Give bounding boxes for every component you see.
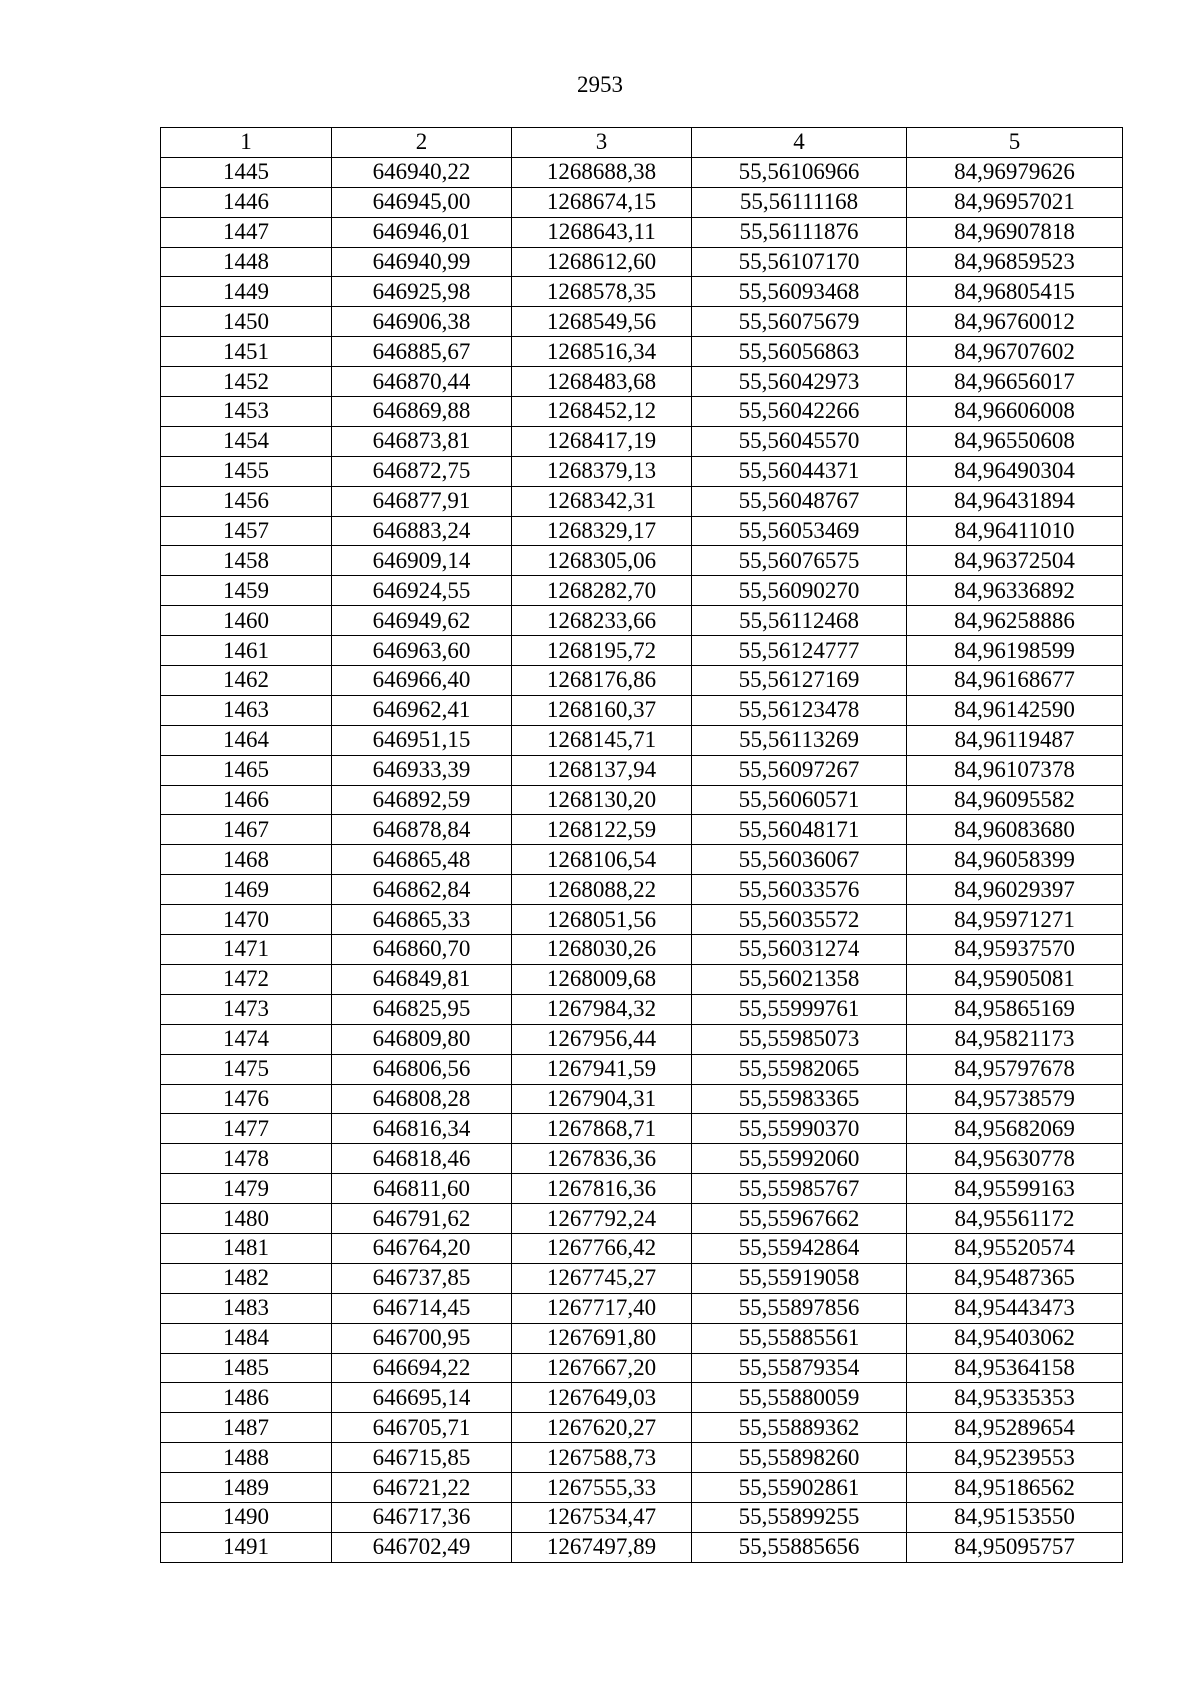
table-cell: 1267792,24 [512,1204,692,1234]
table-cell: 646966,40 [332,666,512,696]
table-cell: 1463 [161,695,332,725]
table-row [161,1293,1123,1323]
table-cell: 646695,14 [332,1383,512,1413]
table-cell: 1448 [161,247,332,277]
table-cell: 1267667,20 [512,1353,692,1383]
table-cell: 1268612,60 [512,247,692,277]
table-cell: 84,96606008 [907,397,1123,427]
table-cell: 1453 [161,397,332,427]
table-cell: 84,95797678 [907,1054,1123,1084]
table-cell: 1484 [161,1323,332,1353]
table-cell: 84,95905081 [907,964,1123,994]
table-cell: 55,56053469 [692,516,907,546]
table-cell: 646945,00 [332,187,512,217]
table-cell: 1460 [161,606,332,636]
table-cell: 55,55919058 [692,1263,907,1293]
table-cell: 1268233,66 [512,606,692,636]
table-row [161,815,1123,845]
table-cell: 1465 [161,755,332,785]
table-row [161,1353,1123,1383]
table-row [161,1084,1123,1114]
table-cell: 84,96431894 [907,486,1123,516]
table-cell: 84,96859523 [907,247,1123,277]
table-row [161,516,1123,546]
table-row [161,935,1123,965]
table-cell: 1470 [161,905,332,935]
table-cell: 84,96550608 [907,426,1123,456]
table-cell: 55,55897856 [692,1293,907,1323]
table-cell: 646870,44 [332,367,512,397]
table-row [161,905,1123,935]
table-cell: 646806,56 [332,1054,512,1084]
table-cell: 646946,01 [332,217,512,247]
table-cell: 1450 [161,307,332,337]
table-cell: 1267816,36 [512,1174,692,1204]
table-row [161,875,1123,905]
table-cell: 1455 [161,456,332,486]
table-cell: 646816,34 [332,1114,512,1144]
table-cell: 1267941,59 [512,1054,692,1084]
table-cell: 84,96805415 [907,277,1123,307]
table-row [161,785,1123,815]
table-cell: 1268145,71 [512,725,692,755]
table-cell: 1267766,42 [512,1233,692,1263]
table-cell: 55,56048171 [692,815,907,845]
table-cell: 84,96656017 [907,367,1123,397]
table-cell: 646811,60 [332,1174,512,1204]
table-row [161,426,1123,456]
table-cell: 1268342,31 [512,486,692,516]
table-cell: 646869,88 [332,397,512,427]
table-cell: 646924,55 [332,576,512,606]
table-row [161,845,1123,875]
table-cell: 646721,22 [332,1473,512,1503]
table-cell: 646818,46 [332,1144,512,1174]
table-cell: 1268051,56 [512,905,692,935]
table-row [161,1233,1123,1263]
table-cell: 84,95821173 [907,1024,1123,1054]
table-cell: 646909,14 [332,546,512,576]
table-cell: 1267836,36 [512,1144,692,1174]
table-cell: 1267649,03 [512,1383,692,1413]
table-row [161,456,1123,486]
table-cell: 84,96058399 [907,845,1123,875]
table-row [161,217,1123,247]
table-cell: 1486 [161,1383,332,1413]
table-cell: 1454 [161,426,332,456]
table-cell: 1268282,70 [512,576,692,606]
table-cell: 1268452,12 [512,397,692,427]
table-cell: 1268030,26 [512,935,692,965]
table-cell: 84,95186562 [907,1473,1123,1503]
table-cell: 55,56090270 [692,576,907,606]
table-row [161,1054,1123,1084]
table-cell: 1268195,72 [512,636,692,666]
table-cell: 646940,99 [332,247,512,277]
table-cell: 1268329,17 [512,516,692,546]
table-row [161,695,1123,725]
column-header-2: 2 [332,128,512,158]
table-cell: 1458 [161,546,332,576]
table-cell: 646925,98 [332,277,512,307]
table-cell: 1462 [161,666,332,696]
table-cell: 55,56106966 [692,157,907,187]
table-cell: 1268106,54 [512,845,692,875]
table-cell: 84,96490304 [907,456,1123,486]
table-cell: 1459 [161,576,332,606]
table-cell: 1457 [161,516,332,546]
table-cell: 1449 [161,277,332,307]
table-row [161,666,1123,696]
table-cell: 84,95738579 [907,1084,1123,1114]
table-cell: 84,95443473 [907,1293,1123,1323]
table-cell: 55,55985073 [692,1024,907,1054]
column-header-1: 1 [161,128,332,158]
table-cell: 1464 [161,725,332,755]
table-cell: 646715,85 [332,1443,512,1473]
table-cell: 55,55982065 [692,1054,907,1084]
table-cell: 55,56075679 [692,307,907,337]
table-row [161,1263,1123,1293]
table-cell: 55,56060571 [692,785,907,815]
table-cell: 84,95335353 [907,1383,1123,1413]
table-cell: 1489 [161,1473,332,1503]
table-row [161,576,1123,606]
coordinates-table [160,127,1123,1563]
table-cell: 1478 [161,1144,332,1174]
table-cell: 84,96336892 [907,576,1123,606]
table-row [161,1323,1123,1353]
table-cell: 646809,80 [332,1024,512,1054]
table-cell: 1469 [161,875,332,905]
table-row [161,337,1123,367]
table-cell: 1267620,27 [512,1413,692,1443]
table-cell: 84,96760012 [907,307,1123,337]
table-cell: 55,56042266 [692,397,907,427]
table-cell: 55,56113269 [692,725,907,755]
table-cell: 55,56123478 [692,695,907,725]
table-row [161,636,1123,666]
table-row [161,546,1123,576]
table-row [161,157,1123,187]
table-cell: 646694,22 [332,1353,512,1383]
table-cell: 1447 [161,217,332,247]
table-cell: 84,95937570 [907,935,1123,965]
table-cell: 646951,15 [332,725,512,755]
table-row [161,1473,1123,1503]
table-cell: 84,96142590 [907,695,1123,725]
table-row [161,367,1123,397]
table-cell: 1267717,40 [512,1293,692,1323]
table-cell: 55,56107170 [692,247,907,277]
table-cell: 55,56048767 [692,486,907,516]
table-cell: 1476 [161,1084,332,1114]
table-cell: 84,96372504 [907,546,1123,576]
table-cell: 646714,45 [332,1293,512,1323]
table-cell: 84,95403062 [907,1323,1123,1353]
table-cell: 1472 [161,964,332,994]
table-cell: 55,56076575 [692,546,907,576]
column-header-5: 5 [907,128,1123,158]
table-cell: 55,56111876 [692,217,907,247]
table-cell: 646717,36 [332,1502,512,1532]
table-body [161,157,1123,1562]
table-cell: 1268578,35 [512,277,692,307]
table-cell: 1268088,22 [512,875,692,905]
table-cell: 1267588,73 [512,1443,692,1473]
column-header-3: 3 [512,128,692,158]
table-cell: 84,95289654 [907,1413,1123,1443]
table-cell: 84,95239553 [907,1443,1123,1473]
table-cell: 84,96957021 [907,187,1123,217]
table-cell: 1467 [161,815,332,845]
table-row [161,277,1123,307]
table-cell: 646865,48 [332,845,512,875]
table-cell: 55,56044371 [692,456,907,486]
table-cell: 55,56021358 [692,964,907,994]
table-cell: 55,56031274 [692,935,907,965]
table-row [161,994,1123,1024]
table-cell: 84,95095757 [907,1532,1123,1562]
table-cell: 1267745,27 [512,1263,692,1293]
table-row [161,964,1123,994]
table-header-row [161,128,1123,158]
table-cell: 55,56112468 [692,606,907,636]
table-cell: 1482 [161,1263,332,1293]
table-cell: 55,56045570 [692,426,907,456]
table-cell: 84,96907818 [907,217,1123,247]
table-cell: 646865,33 [332,905,512,935]
table-cell: 646963,60 [332,636,512,666]
table-cell: 1268516,34 [512,337,692,367]
table-cell: 1267497,89 [512,1532,692,1562]
table-cell: 1452 [161,367,332,397]
table-cell: 1268643,11 [512,217,692,247]
table-row [161,1144,1123,1174]
table-cell: 646702,49 [332,1532,512,1562]
table-cell: 646877,91 [332,486,512,516]
table-cell: 646737,85 [332,1263,512,1293]
table-cell: 84,95487365 [907,1263,1123,1293]
table-cell: 55,55942864 [692,1233,907,1263]
table-cell: 1268009,68 [512,964,692,994]
table-cell: 646791,62 [332,1204,512,1234]
table-cell: 1268160,37 [512,695,692,725]
table-cell: 1475 [161,1054,332,1084]
table-cell: 646878,84 [332,815,512,845]
table-cell: 1471 [161,935,332,965]
table-cell: 646906,38 [332,307,512,337]
table-cell: 646860,70 [332,935,512,965]
table-cell: 1268122,59 [512,815,692,845]
table-cell: 1468 [161,845,332,875]
table-row [161,1443,1123,1473]
table-cell: 1268176,86 [512,666,692,696]
table-cell: 84,95865169 [907,994,1123,1024]
table-cell: 84,96107378 [907,755,1123,785]
table-row [161,1174,1123,1204]
table-cell: 55,55880059 [692,1383,907,1413]
table-cell: 1456 [161,486,332,516]
table-cell: 55,56127169 [692,666,907,696]
table-cell: 84,95630778 [907,1144,1123,1174]
table-cell: 55,56035572 [692,905,907,935]
table-cell: 84,96095582 [907,785,1123,815]
table-row [161,1383,1123,1413]
table-cell: 1268305,06 [512,546,692,576]
table-cell: 646933,39 [332,755,512,785]
table-cell: 1267691,80 [512,1323,692,1353]
table-row [161,606,1123,636]
table-cell: 84,95971271 [907,905,1123,935]
table-cell: 55,56042973 [692,367,907,397]
table-row [161,397,1123,427]
table-cell: 84,95153550 [907,1502,1123,1532]
table-cell: 55,56036067 [692,845,907,875]
table-cell: 55,55985767 [692,1174,907,1204]
table-cell: 1268688,38 [512,157,692,187]
table-cell: 84,96258886 [907,606,1123,636]
table-cell: 1267984,32 [512,994,692,1024]
table-cell: 55,56124777 [692,636,907,666]
table-row [161,486,1123,516]
table-cell: 84,96083680 [907,815,1123,845]
table-cell: 84,96411010 [907,516,1123,546]
table-cell: 1485 [161,1353,332,1383]
table-cell: 1268130,20 [512,785,692,815]
table-cell: 1473 [161,994,332,1024]
table-cell: 646883,24 [332,516,512,546]
table-cell: 1487 [161,1413,332,1443]
table-cell: 646700,95 [332,1323,512,1353]
table-cell: 1477 [161,1114,332,1144]
table-cell: 1268549,56 [512,307,692,337]
table-cell: 1474 [161,1024,332,1054]
table-cell: 646962,41 [332,695,512,725]
table-cell: 1479 [161,1174,332,1204]
table-row [161,725,1123,755]
table-cell: 55,55992060 [692,1144,907,1174]
table-cell: 55,55983365 [692,1084,907,1114]
table-cell: 1491 [161,1532,332,1562]
table-cell: 55,56033576 [692,875,907,905]
table-cell: 55,55990370 [692,1114,907,1144]
table-cell: 1268674,15 [512,187,692,217]
table-cell: 1268417,19 [512,426,692,456]
table-cell: 55,56097267 [692,755,907,785]
table-row [161,1532,1123,1562]
table-cell: 55,55889362 [692,1413,907,1443]
table-cell: 55,56056863 [692,337,907,367]
table-cell: 84,96979626 [907,157,1123,187]
table-cell: 646892,59 [332,785,512,815]
table-cell: 646872,75 [332,456,512,486]
table-cell: 1483 [161,1293,332,1323]
table-cell: 84,95520574 [907,1233,1123,1263]
table-cell: 1268379,13 [512,456,692,486]
table-cell: 646862,84 [332,875,512,905]
table-cell: 1267868,71 [512,1114,692,1144]
table-cell: 646705,71 [332,1413,512,1443]
table-cell: 646849,81 [332,964,512,994]
table-cell: 1267534,47 [512,1502,692,1532]
table-cell: 84,95599163 [907,1174,1123,1204]
table-cell: 1466 [161,785,332,815]
table-row [161,1024,1123,1054]
table-cell: 55,55967662 [692,1204,907,1234]
table-cell: 55,55885656 [692,1532,907,1562]
page-number: 2953 [577,72,623,97]
table-cell: 646764,20 [332,1233,512,1263]
table-cell: 1268137,94 [512,755,692,785]
table-cell: 84,95682069 [907,1114,1123,1144]
table-row [161,1413,1123,1443]
table-row [161,1204,1123,1234]
table-cell: 1488 [161,1443,332,1473]
table-cell: 84,96707602 [907,337,1123,367]
table-cell: 84,96168677 [907,666,1123,696]
table-row [161,1114,1123,1144]
column-header-4: 4 [692,128,907,158]
table-row [161,1502,1123,1532]
table-cell: 1267555,33 [512,1473,692,1503]
table-cell: 1480 [161,1204,332,1234]
table-cell: 84,96119487 [907,725,1123,755]
table-cell: 1445 [161,157,332,187]
table-cell: 84,96198599 [907,636,1123,666]
table-cell: 84,96029397 [907,875,1123,905]
table-cell: 55,55899255 [692,1502,907,1532]
table-cell: 84,95364158 [907,1353,1123,1383]
table-cell: 55,55885561 [692,1323,907,1353]
table-cell: 1481 [161,1233,332,1263]
table-cell: 1267904,31 [512,1084,692,1114]
table-cell: 55,55999761 [692,994,907,1024]
table-cell: 1268483,68 [512,367,692,397]
table-cell: 646885,67 [332,337,512,367]
table-cell: 1451 [161,337,332,367]
table-cell: 1267956,44 [512,1024,692,1054]
table-cell: 1446 [161,187,332,217]
table-cell: 84,95561172 [907,1204,1123,1234]
table-cell: 646873,81 [332,426,512,456]
table-cell: 55,55898260 [692,1443,907,1473]
table-cell: 646808,28 [332,1084,512,1114]
table-cell: 1490 [161,1502,332,1532]
table-cell: 1461 [161,636,332,666]
table-row [161,247,1123,277]
table-cell: 646949,62 [332,606,512,636]
table-cell: 55,56111168 [692,187,907,217]
table-row [161,307,1123,337]
table-cell: 55,55902861 [692,1473,907,1503]
table-row [161,187,1123,217]
table-cell: 55,55879354 [692,1353,907,1383]
table-cell: 55,56093468 [692,277,907,307]
table-row [161,755,1123,785]
table-cell: 646940,22 [332,157,512,187]
table-cell: 646825,95 [332,994,512,1024]
